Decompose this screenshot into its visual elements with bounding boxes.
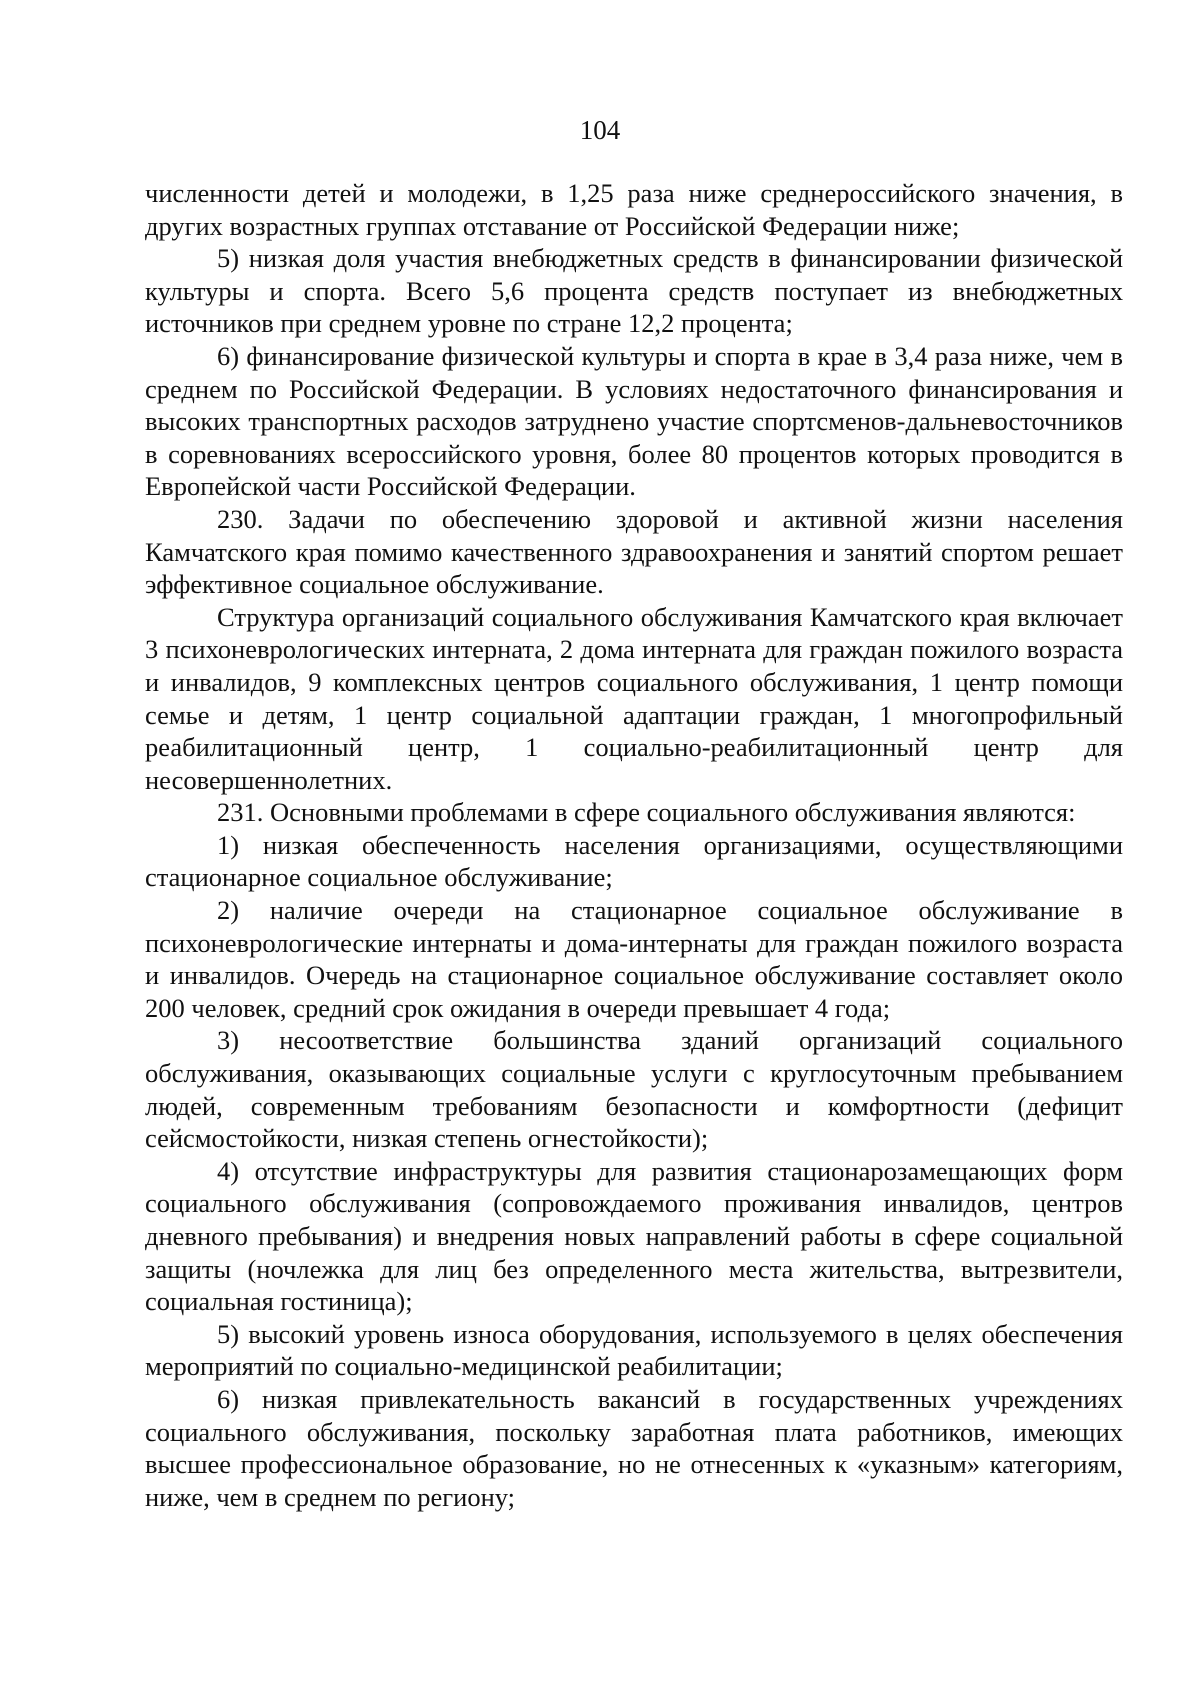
- document-body: [145, 177, 1123, 1513]
- paragraph-item-5-extrabudgetary-funding: 5) низкая доля участия внебюджетных средств в финансировании физической культуры и спорта. Всего 5,6 процента средств поступает из внебюджетных источников при среднем уровне по стране 12,2 процента;: [145, 243, 1123, 339]
- paragraph-231: 231. Основными проблемами в сфере социального обслуживания являются:: [217, 797, 1076, 828]
- paragraph-continuation: численности детей и молодежи, в 1,25 раза ниже среднероссийского значения, в других возрастных группах отставание от Российской Федерации ниже;: [145, 178, 1123, 241]
- paragraph-230: 230. Задачи по обеспечению здоровой и активной жизни населения Камчатского края помимо качественного здравоохранения и занятий спортом решает эффективное социальное обслуживание.: [145, 503, 1123, 600]
- paragraph-problem-5: 5) высокий уровень износа оборудования, используемого в целях обеспечения мероприятий по социально-медицинской реабилитации;: [145, 1318, 1123, 1382]
- paragraph-problem-1: 1) низкая обеспеченность населения организациями, осуществляющими стационарное социальное обслуживание;: [145, 829, 1123, 893]
- paragraph-problem-4: 4) отсутствие инфраструктуры для развития стационарозамещающих форм социального обслуживания (сопровождаемого проживания инвалидов, центров дневного пребывания) и внедрения новых направлений работы в сфере социальной защиты (ночлежка для лиц без определенного места жительства, вытрезвители, социальная гостиница);: [145, 1155, 1123, 1317]
- paragraph-problem-3: 3) несоответствие большинства зданий организаций социального обслуживания, оказывающих социальные услуги с круглосуточным пребыванием людей, современным требованиям безопасности и комфортности (дефицит сейсмостойкости, низкая степень огнестойкости);: [145, 1025, 1123, 1154]
- paragraph-structure: Структура организаций социального обслуживания Камчатского края включает 3 психоневрологических интерната, 2 дома интерната для граждан пожилого возраста и инвалидов, 9 комплексных центров социального обслуживания, 1 центр помощи семье и детям, 1 центр социальной адаптации граждан, 1 многопрофильный реабилитационный центр, 1 социально-реабилитационный центр для несовершеннолетних.: [145, 601, 1123, 795]
- page-number: 104: [579, 115, 621, 145]
- paragraph-problem-2: 2) наличие очереди на стационарное социальное обслуживание в психоневрологические интернаты и дома-интернаты для граждан пожилого возраста и инвалидов. Очередь на стационарное социальное обслуживание составляет около 200 человек, средний срок ожидания в очереди превышает 4 года;: [145, 895, 1123, 1023]
- paragraph-problem-6: 6) низкая привлекательность вакансий в государственных учреждениях социального обслуживания, поскольку заработная плата работников, имеющих высшее профессиональное образование, но не отнесенных к «указным» категориям, ниже, чем в среднем по региону;: [145, 1383, 1123, 1512]
- paragraph-item-6-sport-financing: 6) финансирование физической культуры и спорта в крае в 3,4 раза ниже, чем в среднем по Российской Федерации. В условиях недостаточного финансирования и высоких транспортных расходов затруднено участие спортсменов-дальневосточников в соревнованиях всероссийского уровня, более 80 процентов которых проводится в Европейской части Российской Федерации.: [145, 340, 1123, 502]
